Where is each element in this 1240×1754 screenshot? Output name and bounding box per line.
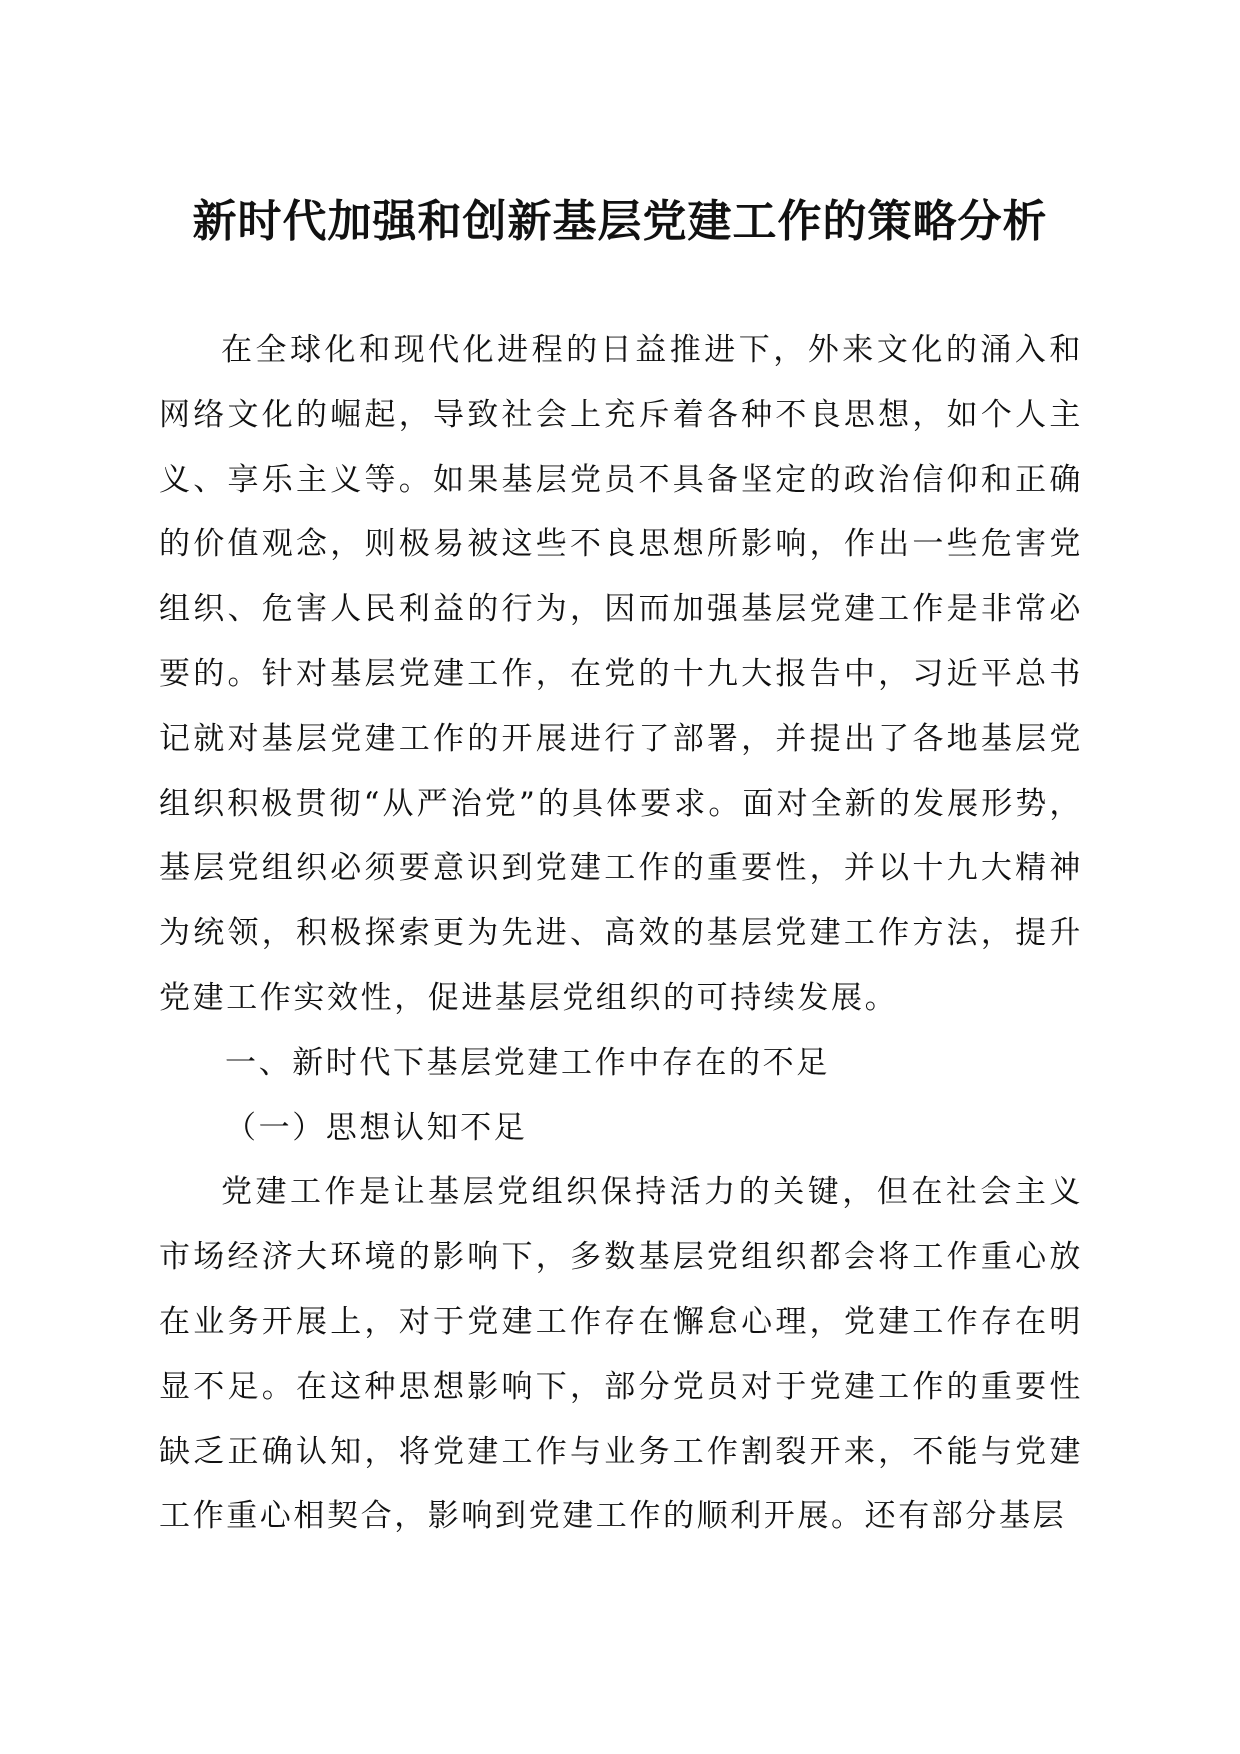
document-title: 新时代加强和创新基层党建工作的策略分析 bbox=[192, 196, 1048, 247]
section-paragraph: 党建工作是让基层党组织保持活力的关键，但在社会主义市场经济大环境的影响下，多数基层党组织都会将工作重心放在业务开展上，对于党建工作存在懈怠心理，党建工作存在明显不足。在这种思想影响下，部分党员对于党建工作的重要性缺乏正确认知，将党建工作与业务工作割裂开来，不能与党建工作重心相契合，影响到党建工作的顺利开展。还有部分基层 bbox=[159, 1174, 1083, 1535]
section-heading: 一、新时代下基层党建工作中存在的不足 bbox=[225, 1044, 830, 1081]
intro-paragraph: 在全球化和现代化进程的日益推进下，外来文化的涌入和网络文化的崛起，导致社会上充斥着各种不良思想，如个人主义、享乐主义等。如果基层党员不具备坚定的政治信仰和正确的价值观念，则极易被这些不良思想所影响，作出一些危害党组织、危害人民利益的行为，因而加强基层党建工作是非常必要的。针对基层党建工作，在党的十九大报告中，习近平总书记就对基层党建工作的开展进行了部署，并提出了各地基层党组织积极贯彻“从严治党”的具体要求。面对全新的发展形势，基层党组织必须要意识到党建工作的重要性，并以十九大精神为统领，积极探索更为先进、高效的基层党建工作方法，提升党建工作实效性，促进基层党组织的可持续发展。 bbox=[159, 332, 1083, 1016]
document-body bbox=[159, 318, 1083, 1549]
subsection-heading: （一）思想认知不足 bbox=[225, 1109, 528, 1146]
